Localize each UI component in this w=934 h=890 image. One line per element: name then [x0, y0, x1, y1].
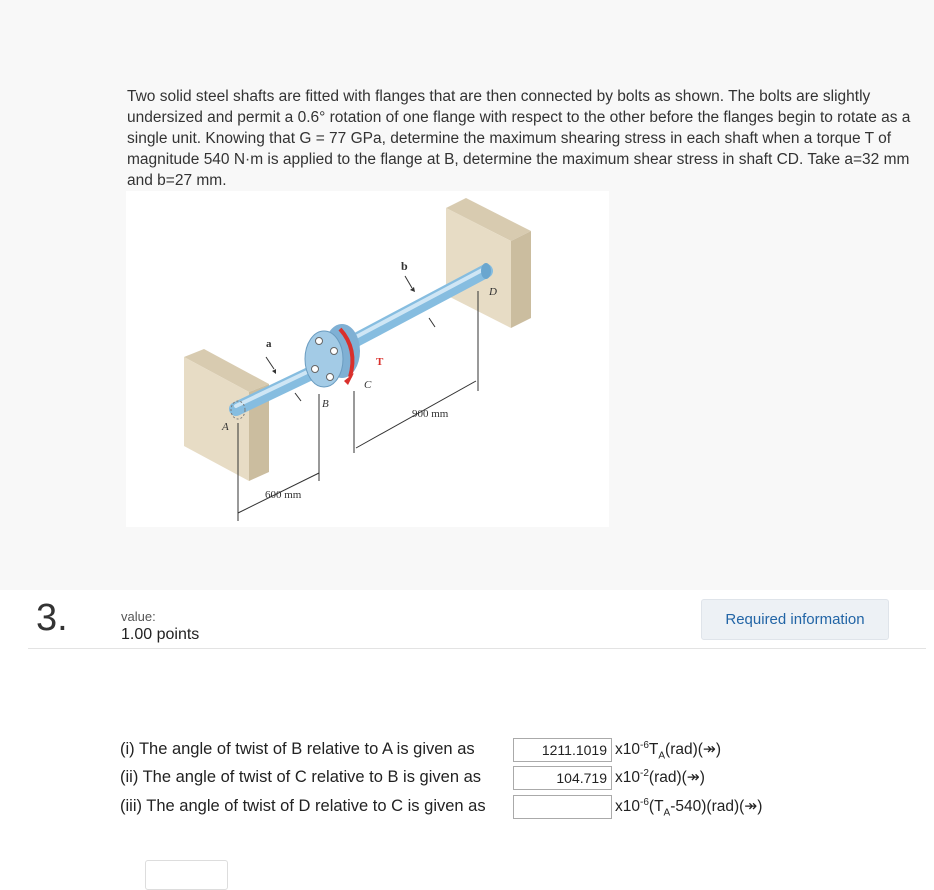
answer-input-2[interactable] [513, 766, 612, 790]
label-A: A [222, 421, 229, 433]
label-900mm: 900 mm [412, 408, 449, 420]
answer-prompt-3: (iii) The angle of twist of D relative to C is given as [120, 797, 486, 815]
shaft-d-end [481, 263, 491, 279]
required-information-button[interactable]: Required information [701, 599, 889, 640]
shaft-figure [126, 191, 609, 527]
pointer-b2 [429, 318, 435, 327]
bolt-1 [316, 338, 323, 345]
answer-prompt-1: (i) The angle of twist of B relative to A is given as [120, 740, 475, 758]
hint-button[interactable] [145, 860, 228, 890]
answer-prompt-2: (ii) The angle of twist of C relative to B is given as [120, 768, 482, 786]
flange-b [305, 331, 343, 387]
label-T: T [376, 356, 384, 368]
answer-unit-1: $x10^{-6}T_A(rad)(↠)$ [615, 740, 722, 762]
question-number: 3. [36, 597, 68, 639]
pointer-b [405, 276, 412, 288]
value-label: value: [121, 609, 156, 624]
label-a: a [266, 338, 272, 350]
bolt-3 [327, 374, 334, 381]
wall-d-side [511, 231, 531, 328]
pointer-a-head [272, 369, 276, 374]
label-D: D [489, 286, 497, 298]
label-b: b [401, 259, 408, 273]
label-600mm: 600 mm [265, 489, 302, 501]
bolt-2 [331, 348, 338, 355]
pointer-a [266, 357, 274, 369]
divider [28, 648, 926, 649]
answer-input-3[interactable] [513, 795, 612, 819]
answer-input-1[interactable] [513, 738, 612, 762]
answer-unit-3: $x10^{-6}(T_A-540)(rad)(↠)$ [615, 797, 763, 819]
pointer-b-head [410, 287, 415, 292]
label-B: B [322, 398, 329, 410]
shaft-diagram [126, 191, 609, 527]
label-C: C [364, 379, 372, 391]
pointer-a2 [295, 393, 301, 401]
bolt-4 [312, 366, 319, 373]
shaft-cd [354, 271, 486, 341]
answer-unit-2: $x10^{-2}(rad)(↠)$ [615, 768, 705, 787]
problem-statement: Two solid steel shafts are fitted with flanges that are then connected by bolts as shown. The bolts are slightly undersized and permit a 0.6° rotation of one flange with respect to the other before the flanges begin to rotate as a single unit. Knowing that G = 77 GPa, determine the maximum shearing stress in each shaft when a torque T of magnitude 540 N·m is applied to the flange at B, determine the maximum shear stress in shaft CD. Take a=32 mm and b=27 mm. [127, 88, 911, 189]
points-value: 1.00 points [121, 626, 200, 643]
